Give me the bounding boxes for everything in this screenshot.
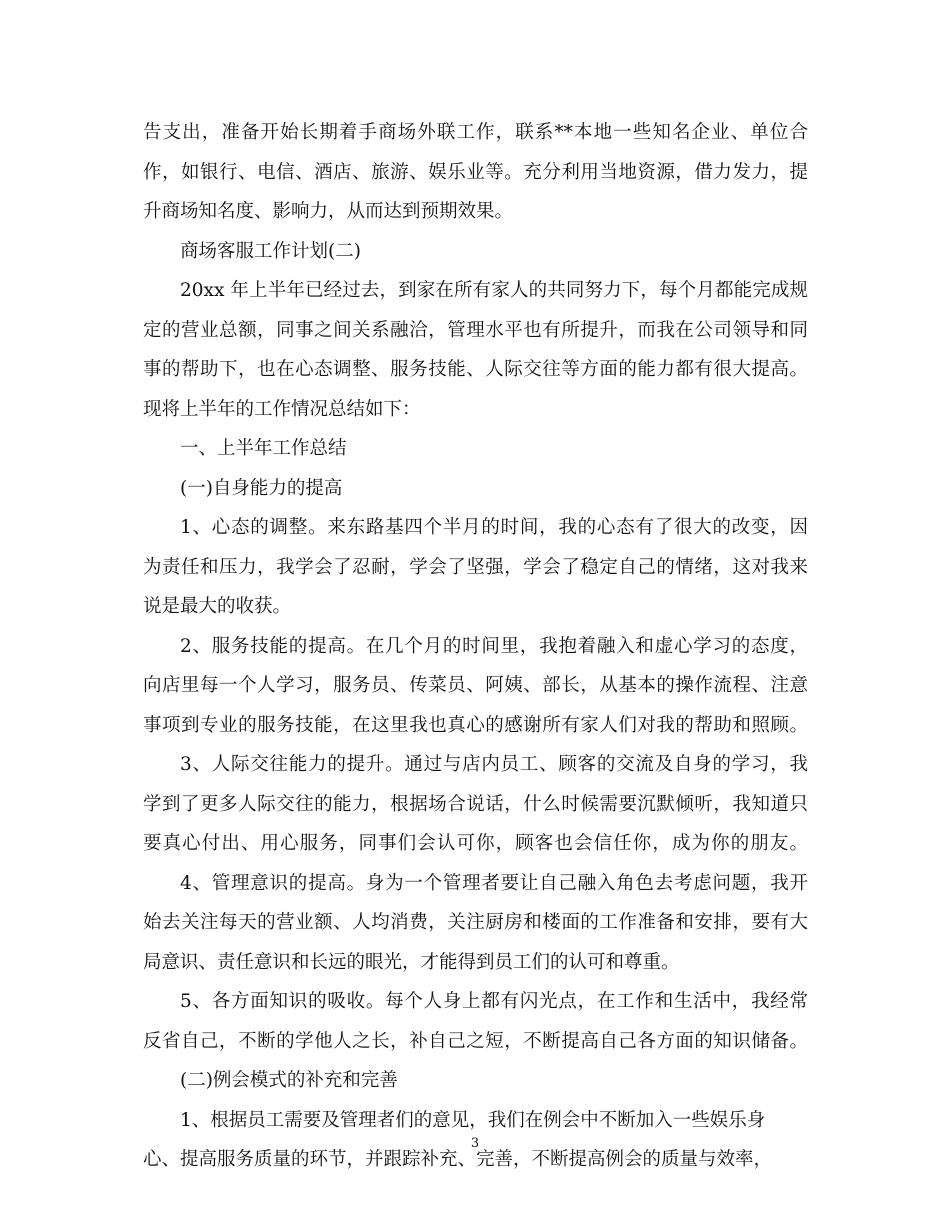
text-line: 升商场知名度、影响力，从而达到预期效果。 <box>143 201 514 222</box>
text-line: 事项到专业的服务技能，在这里我也真心的感谢所有家人们对我的帮助和照顾。 <box>143 714 808 736</box>
text-line: 反省自己，不断的学他人之长，补自己之短，不断提高自己各方面的知识储备。 <box>143 1030 808 1052</box>
text-line: 向店里每一个人学习，服务员、传菜员、阿姨、部长，从基本的操作流程、注意 <box>143 675 808 696</box>
text-line: (二)例会模式的补充和完善 <box>180 1070 398 1091</box>
text-line: 要真心付出、用心服务，同事们会认可你，顾客也会信任你，成为你的朋友。 <box>143 833 808 854</box>
text-line: 作，如银行、电信、酒店、旅游、娱乐业等。充分利用当地资源，借力发力，提 <box>143 161 808 183</box>
text-line: 始去关注每天的营业额、人均消费，关注厨房和楼面的工作准备和安排，要有大 <box>143 912 808 933</box>
text-line: 1、根据员工需要及管理者们的意见，我们在例会中不断加入一些娱乐身 <box>180 1109 766 1131</box>
text-line: 20xx 年上半年已经过去，到家在所有家人的共同努力下，每个月都能完成规 <box>180 280 808 301</box>
text-line: 4、管理意识的提高。身为一个管理者要让自己融入角色去考虑问题，我开 <box>180 872 808 894</box>
text-line: 1、心态的调整。来东路基四个半月的时间，我的心态有了很大的改变，因 <box>180 517 808 538</box>
text-line: 事的帮助下，也在心态调整、服务技能、人际交往等方面的能力都有很大提高。 <box>143 359 808 380</box>
text-line: 学到了更多人际交往的能力，根据场合说话，什么时候需要沉默倾听，我知道只 <box>143 793 808 815</box>
document-body <box>143 113 808 1180</box>
text-line: 3、人际交往能力的提升。通过与店内员工、顾客的交流及自身的学习，我 <box>180 754 808 775</box>
text-line: 告支出，准备开始长期着手商场外联工作，联系**本地一些知名企业、单位合 <box>143 122 808 143</box>
text-line: 一、上半年工作总结 <box>180 438 347 459</box>
text-line: 定的营业总额，同事之间关系融洽，管理水平也有所提升，而我在公司领导和同 <box>143 319 808 341</box>
text-line: 现将上半年的工作情况总结如下： <box>143 398 421 420</box>
text-line: 说是最大的收获。 <box>143 596 292 617</box>
text-line: 心、提高服务质量的环节，并跟踪补充、完善，不断提高例会的质量与效率， <box>143 1149 773 1170</box>
text-line: 2、服务技能的提高。在几个月的时间里，我抱着融入和虚心学习的态度， <box>180 635 808 657</box>
text-line: 为责任和压力，我学会了忍耐，学会了坚强，学会了稳定自己的情绪，这对我来 <box>143 556 808 578</box>
text-line: 5、各方面知识的吸收。每个人身上都有闪光点，在工作和生活中，我经常 <box>180 991 808 1012</box>
text-line: 商场客服工作计划(二) <box>180 240 361 262</box>
text-line: (一)自身能力的提高 <box>180 477 343 499</box>
text-line: 局意识、责任意识和长远的眼光，才能得到员工们的认可和尊重。 <box>143 951 680 973</box>
page-number: 3 <box>470 1136 480 1151</box>
